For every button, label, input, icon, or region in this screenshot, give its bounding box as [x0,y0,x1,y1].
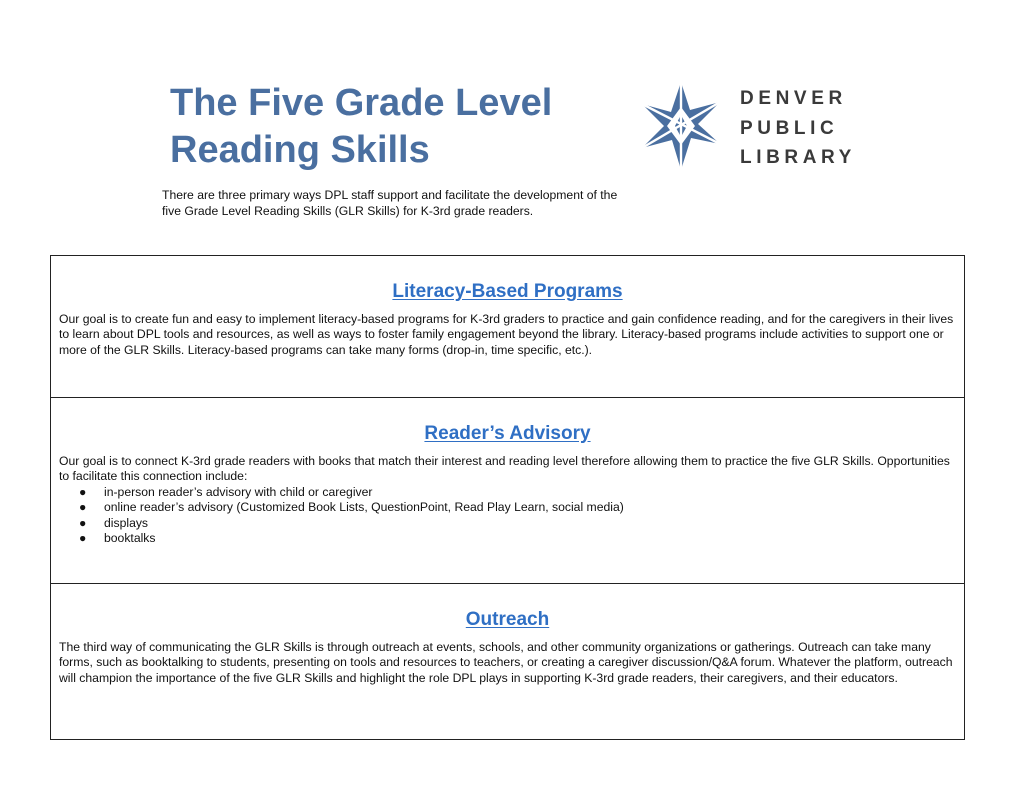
section-outreach [51,583,964,739]
content-table [50,255,965,740]
list-item-text: online reader’s advisory (Customized Book Lists, QuestionPoint, Read Play Learn, social media) [104,500,624,515]
bullet-icon: ● [79,531,87,546]
section-readers-advisory [51,397,964,583]
section-literacy-programs [51,256,964,397]
list-item [79,485,956,500]
logo-wordmark [740,84,856,173]
logo-line-denver: DENVER [740,88,847,109]
dpl-star-logo-icon [636,80,726,172]
list-item [79,531,956,546]
intro-text: There are three primary ways DPL staff support and facilitate the development of the five Grade Level Reading Skills (GLR Skills) for K-3rd grade readers. [162,188,618,218]
section-title-readers-advisory[interactable]: Reader’s Advisory [424,423,591,444]
logo-line-public: PUBLIC [740,117,839,139]
denver-public-library-logo [636,80,866,172]
section-body-literacy-programs: Our goal is to create fun and easy to implement literacy-based programs for K-3rd graders to practice and gain confidence reading, and for the caregivers in their lives to learn about DPL tools and resources, as well as ways to foster family engagement beyond the library. Literacy-based programs include activities to support one or more of the GLR Skills. Literacy-based programs can take many forms (drop-in, time specific, etc.). [59,312,954,357]
logo-line-library: LIBRARY [740,147,856,168]
section-body-readers-advisory: Our goal is to connect K-3rd grade readers with books that match their interest and reading level therefore allowing them to practice the five GLR Skills. Opportunities to facilitate this connection include: [59,454,950,484]
page-title-line1: The Five Grade Level [170,82,553,124]
section-title-literacy-programs[interactable]: Literacy-Based Programs [392,281,623,302]
bullet-icon: ● [79,500,87,515]
section-title-outreach[interactable]: Outreach [465,609,550,630]
list-item [79,500,956,515]
advisory-bullet-list [59,485,956,547]
list-item-text: in-person reader’s advisory with child or caregiver [104,484,373,499]
list-item-text: displays [104,515,149,530]
list-item [79,516,956,531]
page-title-line2: Reading Skills [170,129,430,171]
section-body-outreach: The third way of communicating the GLR Skills is through outreach at events, schools, and other community organizations or gatherings. Outreach can take many forms, such as booktalking to students, presenting on tools and resources to teachers, or creating a caregiver discussion/Q&A forum. Whatever the platform, outreach will champion the importance of the five GLR Skills and highlight the role DPL plays in supporting K-3rd grade readers, their caregivers, and their educators. [59,640,953,685]
page-title [170,80,630,174]
bullet-icon: ● [79,515,87,530]
bullet-icon: ● [79,484,87,499]
list-item-text: booktalks [104,531,156,546]
